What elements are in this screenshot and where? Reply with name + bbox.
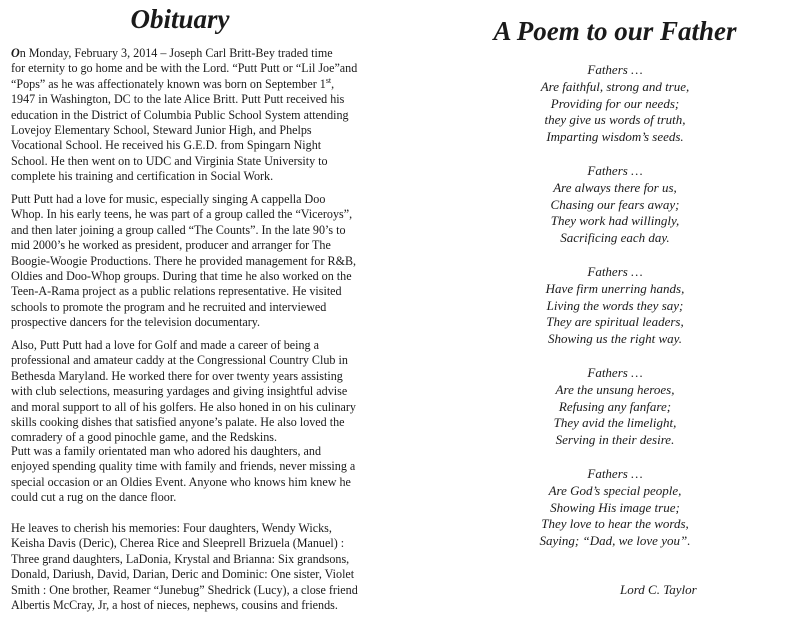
paragraph-1-text-b: , 1947 in Washington, DC to the late Alice Britt. Putt Putt received his education in the District of Columbia Public School System attending Lovejoy Elementary School, Steward Junior High, and Phelps Vocational School. He received his G.E.D. from Spingarn Night School. He then went on to UDC and Virginia State University to complete his training and certification in Social Work. xyxy=(11,76,349,184)
obituary-paragraph-1 xyxy=(11,46,361,185)
drop-cap: O xyxy=(11,46,20,60)
poem-page xyxy=(430,0,800,635)
poem-stanza-4: Fathers … Are the unsung heroes, Refusing any fanfare; They avid the limelight, Serving in their desire. xyxy=(553,364,677,448)
obituary-paragraph-5: He leaves to cherish his memories: Four daughters, Wendy Wicks, Keisha Davis (Deric), Cherea Rice and Sleeprell Brizuela (Manuel) : Three grand daughters, LaDonia, Krystal and Brianna: Six grandsons, Donald, Dariush, David, Darian, Deric and Dominic: One sister, Violet Smith : One brother, Reamer “Junebug” Shedrick (Lucy), a close friend Albertis McCray, Jr, a host of nieces, nephews, cousins and friends. xyxy=(11,521,358,613)
ordinal-suffix: st xyxy=(325,75,332,85)
obituary-paragraph-2: Putt Putt had a love for music, especially singing A cappella Doo Whop. In his early teens, he was part of a group called the “Viceroys”, and then later joining a group called “The Counts”. In the late 90’s to mid 2000’s he worked as president, producer and arranger for The Boogie-Woogie Productions. There he provided management for R&B, Oldies and Doo-Whop groups. During that time he also worked on the Teen-A-Rama project as a public relations representative. He visited schools to promote the program and he recruited and interviewed prospective dancers for the television documentary. xyxy=(11,192,357,330)
paragraph-1-text-a: n Monday, February 3, 2014 – Joseph Carl Britt-Bey traded time for eternity to go home and be with the Lord. “Putt Putt or “Lil Joe”and “Pops” as he was affectionately known was born on September 1 xyxy=(11,46,358,91)
poem-author: Lord C. Taylor xyxy=(620,582,697,597)
obituary-paragraph-3: Also, Putt Putt had a love for Golf and made a career of being a professional and amateur caddy at the Congressional Country Club in Bethesda Maryland. He worked there for over twenty years assisting with club selections, measuring yardages and giving insightful advise and moral support to all of his golfers. He also honed in on his culinary skills cooking dishes that satisfied anyone’s palate. He also loved the comradery of a good pinochle game, and the Redskins. xyxy=(11,338,356,445)
poem-body xyxy=(430,62,800,567)
obituary-paragraph-4: Putt was a family orientated man who adored his daughters, and enjoyed spending quality time with family and friends, never missing a special occasion or an Oldies Event. Anyone who knows him knew he could cut a rug on the dance floor. xyxy=(11,444,356,505)
obituary-title: Obituary xyxy=(130,4,230,34)
poem-stanza-5: Fathers … Are God’s special people, Showing His image true; They love to hear the words, Saying; “Dad, we love you”. xyxy=(539,465,691,549)
poem-stanza-2: Fathers … Are always there for us, Chasing our fears away; They work had willingly, Sacrificing each day. xyxy=(550,162,680,246)
poem-stanza-3: Fathers … Have firm unerring hands, Living the words they say; They are spiritual leaders, Showing us the right way. xyxy=(545,263,685,347)
poem-title: A Poem to our Father xyxy=(493,16,737,46)
poem-stanza-1: Fathers … Are faithful, strong and true, Providing for our needs; they give us words of truth, Imparting wisdom’s seeds. xyxy=(540,62,690,145)
